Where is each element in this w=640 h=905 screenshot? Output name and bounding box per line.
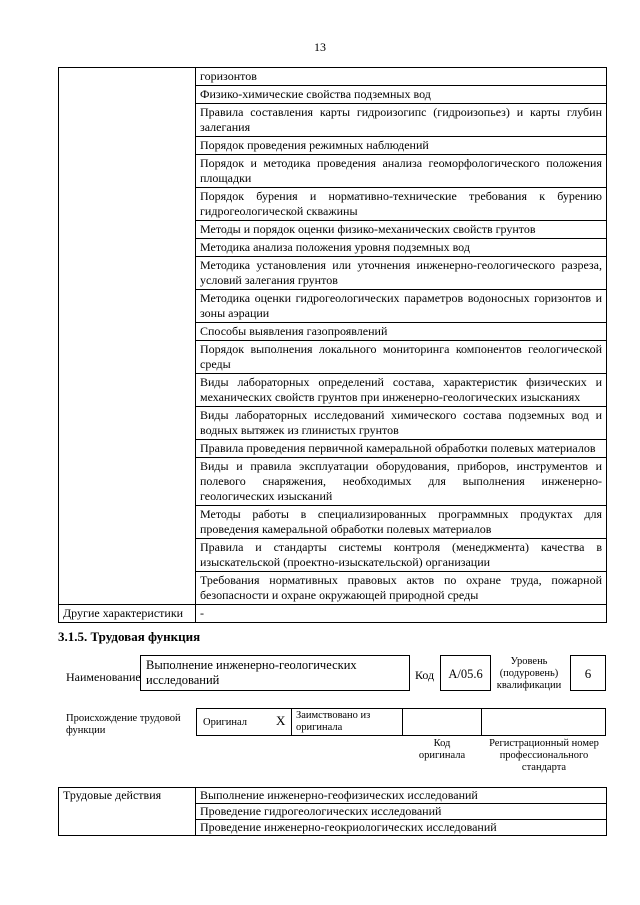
other-characteristics-value: -	[196, 605, 607, 623]
knowledge-row	[59, 86, 607, 104]
other-characteristics-label: Другие характеристики	[59, 605, 196, 623]
name-label: Наименование	[66, 670, 141, 684]
knowledge-row	[59, 290, 607, 323]
origin-label: Происхождение трудовой функции	[66, 713, 181, 736]
knowledge-row-left-cell	[59, 68, 196, 86]
knowledge-row-text: Порядок бурения и нормативно-технические требования к бурению гидрогеологической скважины	[196, 188, 607, 221]
reg-number-box	[481, 708, 606, 736]
code-value: A/05.6	[448, 667, 483, 681]
labor-action-text: Выполнение инженерно-геофизических исследований	[196, 788, 607, 804]
knowledge-row-left-cell	[59, 290, 196, 323]
knowledge-row-left-cell	[59, 341, 196, 374]
knowledge-row-left-cell	[59, 104, 196, 137]
knowledge-row	[59, 68, 607, 86]
knowledge-row	[59, 137, 607, 155]
level-label: Уровень (подуровень) квалификации	[496, 656, 562, 691]
knowledge-row	[59, 257, 607, 290]
knowledge-row-text: Виды лабораторных определений состава, характеристик физических и механических свойств грунтов при инженерно-геологических изысканиях	[196, 374, 607, 407]
knowledge-row-text: Требования нормативных правовых актов по охране труда, пожарной безопасности и охране окружающей природной среды	[196, 572, 607, 605]
knowledge-row	[59, 506, 607, 539]
knowledge-row	[59, 323, 607, 341]
page-number: 13	[314, 40, 326, 54]
knowledge-row-left-cell	[59, 323, 196, 341]
section-title: 3.1.5. Трудовая функция	[58, 629, 201, 644]
knowledge-row	[59, 539, 607, 572]
original-mark: X	[276, 713, 286, 728]
knowledge-row-text: Методика оценки гидрогеологических параметров водоносных горизонтов и зоны аэрации	[196, 290, 607, 323]
knowledge-row-left-cell	[59, 86, 196, 104]
knowledge-row-left-cell	[59, 137, 196, 155]
knowledge-row	[59, 407, 607, 440]
code-original-box	[402, 708, 482, 736]
knowledge-row-left-cell	[59, 221, 196, 239]
knowledge-table	[58, 67, 607, 623]
knowledge-row-left-cell	[59, 374, 196, 407]
knowledge-row-text: горизонтов	[196, 68, 607, 86]
knowledge-row-text: Виды и правила эксплуатации оборудования, приборов, инструментов и полевого снаряжения, необходимых для выполнения инженерно-геологических изысканий	[196, 458, 607, 506]
name-value: Выполнение инженерно-геологических исследований	[146, 658, 357, 687]
knowledge-row-left-cell	[59, 440, 196, 458]
knowledge-row-left-cell	[59, 539, 196, 572]
knowledge-row-text: Методика установления или уточнения инженерно-геологического разреза, условий залегания грунтов	[196, 257, 607, 290]
knowledge-row	[59, 239, 607, 257]
knowledge-row-left-cell	[59, 506, 196, 539]
labor-actions-table	[58, 787, 607, 836]
borrowed-label: Заимствовано из оригинала	[296, 710, 371, 733]
labor-actions-label: Трудовые действия	[59, 788, 196, 836]
knowledge-row	[59, 188, 607, 221]
knowledge-row-text: Способы выявления газопроявлений	[196, 323, 607, 341]
reg-number-caption: Регистрационный номер профессионального стандарта	[489, 738, 599, 773]
knowledge-row-text: Правила и стандарты системы контроля (менеджмента) качества в изыскательской (проектно-изыскательской) организации	[196, 539, 607, 572]
knowledge-row-left-cell	[59, 188, 196, 221]
knowledge-row	[59, 155, 607, 188]
knowledge-row-text: Методы и порядок оценки физико-механических свойств грунтов	[196, 221, 607, 239]
knowledge-row	[59, 458, 607, 506]
code-original-caption: Код оригинала	[418, 738, 466, 761]
knowledge-row-text: Методика анализа положения уровня подземных вод	[196, 239, 607, 257]
knowledge-row	[59, 374, 607, 407]
knowledge-row-left-cell	[59, 407, 196, 440]
knowledge-row	[59, 221, 607, 239]
knowledge-row	[59, 572, 607, 605]
labor-action-text: Проведение инженерно-геокриологических исследований	[196, 820, 607, 836]
labor-action-text: Проведение гидрогеологических исследований	[196, 804, 607, 820]
knowledge-row	[59, 104, 607, 137]
knowledge-row-left-cell	[59, 458, 196, 506]
knowledge-row	[59, 440, 607, 458]
knowledge-row-text: Правила составления карты гидроизогипс (гидроизопьез) и карты глубин залегания	[196, 104, 607, 137]
knowledge-row-left-cell	[59, 155, 196, 188]
original-label: Оригинал	[203, 717, 247, 728]
knowledge-row-left-cell	[59, 257, 196, 290]
knowledge-row-left-cell	[59, 239, 196, 257]
labor-action-row	[59, 788, 607, 804]
knowledge-row-text: Методы работы в специализированных программных продуктах для проведения камеральной обработки полевых материалов	[196, 506, 607, 539]
knowledge-row-text: Порядок проведения режимных наблюдений	[196, 137, 607, 155]
level-value: 6	[584, 666, 592, 681]
knowledge-row-text: Правила проведения первичной камеральной обработки полевых материалов	[196, 440, 607, 458]
knowledge-row	[59, 341, 607, 374]
other-characteristics-row	[59, 605, 607, 623]
code-label: Код	[415, 668, 435, 682]
knowledge-row-text: Порядок и методика проведения анализа геоморфологического положения площадки	[196, 155, 607, 188]
knowledge-row-text: Порядок выполнения локального мониторинга компонентов геологической среды	[196, 341, 607, 374]
knowledge-row-left-cell	[59, 572, 196, 605]
knowledge-row-text: Виды лабораторных исследований химического состава подземных вод и водных вытяжек из глинистых грунтов	[196, 407, 607, 440]
knowledge-row-text: Физико-химические свойства подземных вод	[196, 86, 607, 104]
